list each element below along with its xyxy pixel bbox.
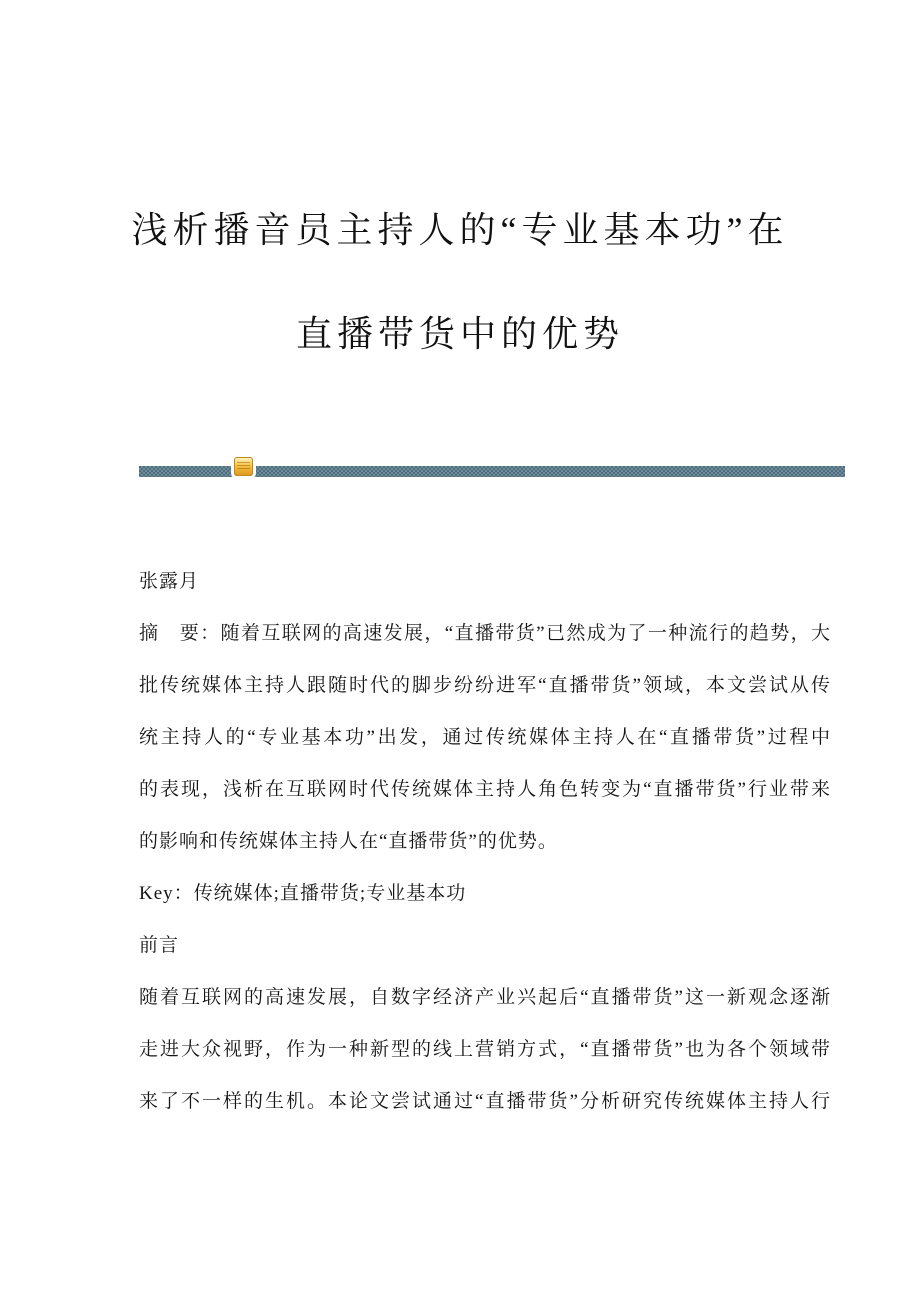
keywords-line: Key：传统媒体;直播带货;专业基本功 (139, 883, 467, 904)
document-body (139, 556, 831, 1128)
abstract-line-5: 的影响和传统媒体主持人在“直播带货”的优势。 (139, 831, 558, 852)
title-divider (139, 466, 845, 477)
title-line-2: 直播带货中的优势 (295, 314, 624, 354)
section-heading-preface: 前言 (139, 935, 180, 956)
document-title (0, 178, 920, 386)
abstract-line-4: 的表现，浅析在互联网时代传统媒体主持人角色转变为“直播带货”行业带来 (139, 779, 831, 800)
title-line-1: 浅析播音员主持人的“专业基本功”在 (131, 210, 789, 250)
preface-line-1: 随着互联网的高速发展，自数字经济产业兴起后“直播带货”这一新观念逐渐 (139, 987, 831, 1008)
author-name: 张露月 (139, 571, 200, 592)
preface-line-3: 来了不一样的生机。本论文尝试通过“直播带货”分析研究传统媒体主持人行 (139, 1091, 831, 1112)
abstract-line-2: 批传统媒体主持人跟随时代的脚步纷纷进军“直播带货”领域，本文尝试从传 (139, 675, 831, 696)
preface-line-2: 走进大众视野，作为一种新型的线上营销方式，“直播带货”也为各个领域带 (139, 1039, 831, 1060)
abstract-line-1: 摘 要：随着互联网的高速发展，“直播带货”已然成为了一种流行的趋势，大 (139, 623, 831, 644)
gold-note-icon (234, 457, 253, 476)
abstract-line-3: 统主持人的“专业基本功”出发，通过传统媒体主持人在“直播带货”过程中 (139, 727, 831, 748)
